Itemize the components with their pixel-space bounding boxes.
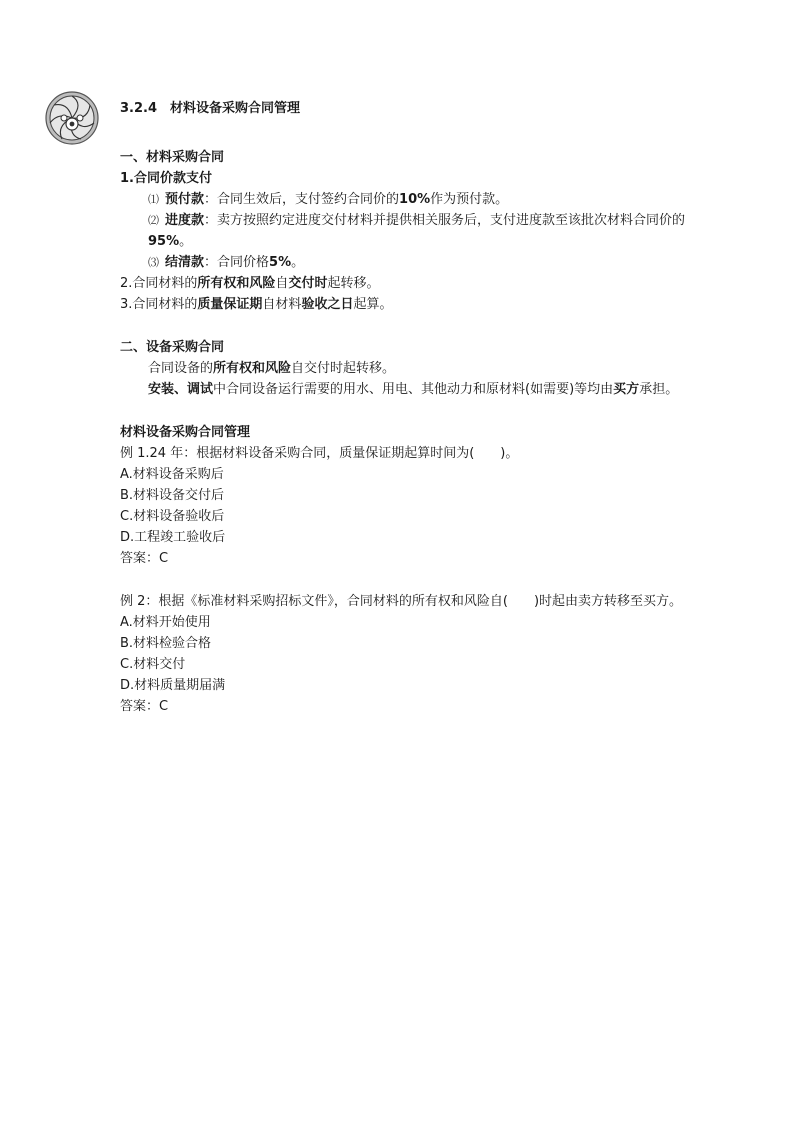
- text: 自: [275, 276, 289, 291]
- payment-item: [120, 210, 700, 252]
- text: 合同设备的: [148, 361, 214, 376]
- ownership-line: [120, 273, 700, 294]
- text: 中合同设备运行需要的用水、用电、其他动力和原材料(如需要)等均由: [213, 382, 614, 397]
- item-label: 结清款: [165, 255, 205, 270]
- text: 起转移。: [327, 276, 380, 291]
- heading-material-contract: 一、材料采购合同: [120, 150, 225, 165]
- question-1-stem: 例 1.24 年：根据材料设备采购合同，质量保证期起算时间为( )。: [120, 446, 519, 461]
- bold-text: 交付时: [288, 276, 328, 291]
- item-text: ：合同价格: [204, 255, 270, 270]
- text: 2.合同材料的: [120, 276, 198, 291]
- question-2-option: C.材料交付: [120, 657, 186, 672]
- item-text: ：合同生效后，支付签约合同价的: [204, 192, 400, 207]
- payment-item: [120, 189, 700, 210]
- equipment-ownership-paragraph: [120, 358, 700, 379]
- text: 自交付时起转移。: [291, 361, 396, 376]
- item-number: ⑶: [148, 256, 159, 269]
- section-title: 3.2.4 材料设备采购合同管理: [120, 101, 301, 116]
- question-2-option: A.材料开始使用: [120, 615, 211, 630]
- item-label: 预付款: [165, 192, 205, 207]
- warranty-line: [120, 294, 700, 315]
- subheading-payment: 1.合同价款支付: [120, 171, 212, 186]
- bold-text: 所有权和风险: [197, 276, 276, 291]
- question-2-option: B.材料检验合格: [120, 636, 212, 651]
- document-body: [120, 98, 700, 717]
- text: 自材料: [262, 297, 302, 312]
- bold-text: 质量保证期: [197, 297, 263, 312]
- bold-text: 验收之日: [301, 297, 354, 312]
- bold-text: 安装、调试: [148, 382, 214, 397]
- question-2-stem: 例 2：根据《标准材料采购招标文件》，合同材料的所有权和风险自( )时起由卖方转移至买方。: [120, 594, 683, 609]
- installation-paragraph: [120, 379, 700, 400]
- item-percent: 10%: [399, 192, 431, 207]
- question-1-option: A.材料设备采购后: [120, 467, 224, 482]
- item-text-end: 作为预付款。: [430, 192, 509, 207]
- item-label: 进度款: [165, 213, 205, 228]
- item-text-end: 。: [291, 255, 305, 270]
- text: 起算。: [353, 297, 393, 312]
- text: 承担。: [639, 382, 679, 397]
- question-2-option: D.材料质量期届满: [120, 678, 226, 693]
- question-2-answer: 答案：C: [120, 699, 169, 714]
- question-1-option: C.材料设备验收后: [120, 509, 225, 524]
- item-percent: 95%: [148, 234, 180, 249]
- item-percent: 5%: [269, 255, 292, 270]
- spiral-seal-icon: [44, 90, 100, 146]
- item-text-end: 。: [179, 234, 193, 249]
- item-number: ⑴: [148, 193, 159, 206]
- item-text: ：卖方按照约定进度交付材料并提供相关服务后，支付进度款至该批次材料合同价的: [204, 213, 686, 228]
- heading-management: 材料设备采购合同管理: [120, 425, 251, 440]
- heading-equipment-contract: 二、设备采购合同: [120, 340, 225, 355]
- question-1-answer: 答案：C: [120, 551, 169, 566]
- text: 3.合同材料的: [120, 297, 198, 312]
- question-1-option: B.材料设备交付后: [120, 488, 225, 503]
- item-number: ⑵: [148, 214, 159, 227]
- question-1-option: D.工程竣工验收后: [120, 530, 226, 545]
- bold-text: 买方: [613, 382, 640, 397]
- payment-item: [120, 252, 700, 273]
- bold-text: 所有权和风险: [213, 361, 292, 376]
